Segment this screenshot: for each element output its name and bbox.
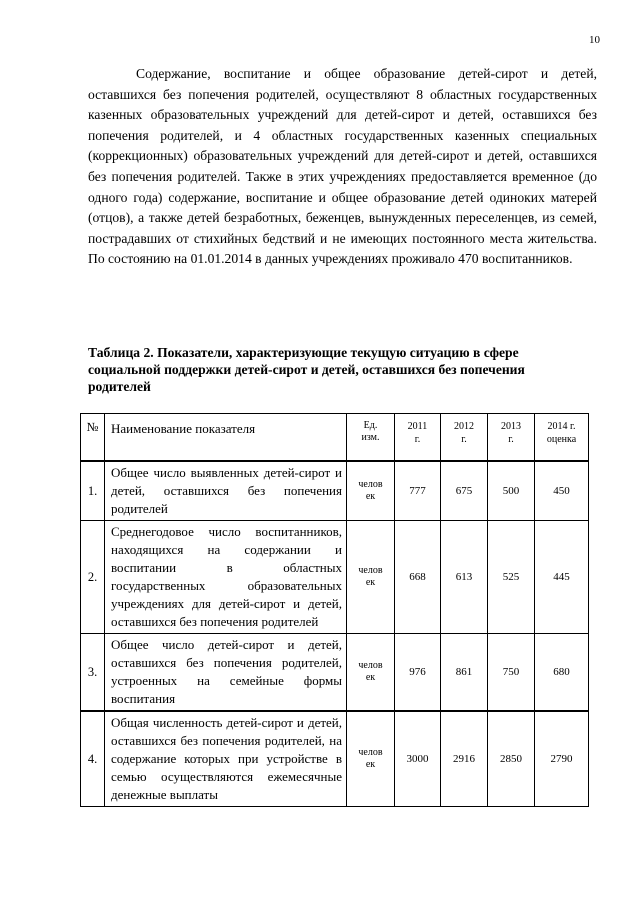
value-2013: 750 — [502, 666, 520, 678]
row-num: 3. — [81, 634, 105, 712]
row-value-2011 — [395, 634, 441, 712]
header-unit-line1: Ед. — [363, 420, 378, 431]
value-2012: 2916 — [453, 753, 475, 765]
row-value-2011 — [395, 461, 441, 521]
row-value-2013 — [488, 521, 535, 634]
value-2013: 500 — [502, 485, 520, 497]
row-value-2014 — [535, 461, 589, 521]
indicators-table — [80, 413, 589, 807]
row-num: 2. — [81, 521, 105, 634]
row-unit — [347, 461, 395, 521]
header-unit-line2: изм. — [361, 432, 380, 443]
table-row — [81, 634, 589, 712]
body-paragraph: Содержание, воспитание и общее образование детей-сирот и детей, оставшихся без попечения родителей, осуществляют 8 областных государственных казенных образовательных учреждений для детей-сирот и детей, оставшихся без попечения родителей, и 4 областных государственных казенных специальных (коррекционных) образовательных учреждений для детей-сирот и детей, оставшихся без попечения родителей. Также в этих учреждениях предоставляется временное (до одного года) содержание, воспитание и общее образование детей одиноких матерей (отцов), а также детей безработных, беженцев, вынужденных переселенцев, из семей, пострадавших от стихийных бедствий и не имеющих постоянного места жительства. По состоянию на 01.01.2014 в данных учреждениях проживало 470 воспитанников. — [88, 66, 597, 267]
row-name: Общее число детей-сирот и детей, оставшихся без попечения родителей, устроенных на семейные формы воспитания — [105, 634, 347, 712]
row-value-2013 — [488, 461, 535, 521]
row-value-2014 — [535, 711, 589, 807]
row-value-2014 — [535, 634, 589, 712]
row-value-2011 — [395, 711, 441, 807]
row-unit-line1: челов — [358, 565, 383, 576]
header-num: № — [81, 414, 105, 462]
page-number: 10 — [589, 34, 600, 46]
row-name: Среднегодовое число воспитанников, находящихся на содержании и воспитании в областных государственных образовательных учреждениях для детей-сирот и детей, оставшихся без попечения родителей — [105, 521, 347, 634]
header-2011-line1: 2011 — [407, 421, 428, 432]
table-row — [81, 711, 589, 807]
row-unit-line2: ек — [365, 577, 376, 588]
row-num: 1. — [81, 461, 105, 521]
row-value-2012 — [441, 521, 488, 634]
header-2013-line2: г. — [508, 434, 514, 445]
value-2011: 668 — [409, 571, 426, 583]
value-2012: 675 — [455, 485, 473, 497]
row-value-2013 — [488, 711, 535, 807]
row-value-2012 — [441, 634, 488, 712]
header-2012-line1: 2012 — [454, 421, 474, 432]
value-2014: 680 — [553, 666, 570, 678]
table-title: Таблица 2. Показатели, характеризующие текущую ситуацию в сфере социальной поддержки детей-сирот и детей, оставшихся без попечения родителей — [88, 345, 525, 394]
row-value-2012 — [441, 711, 488, 807]
header-2012-line2: г. — [461, 434, 467, 445]
header-name: Наименование показателя — [105, 414, 347, 462]
header-2013-line1: 2013 — [501, 421, 521, 432]
row-num: 4. — [81, 711, 105, 807]
value-2011: 976 — [409, 666, 426, 678]
value-2014: 2790 — [550, 753, 573, 765]
row-unit-line1: челов — [358, 479, 383, 490]
row-unit — [347, 521, 395, 634]
table-row — [81, 461, 589, 521]
header-2013 — [488, 414, 535, 462]
header-2011 — [395, 414, 441, 462]
value-2014: 450 — [553, 485, 570, 497]
row-unit-line1: челов — [358, 660, 383, 671]
value-2014: 445 — [553, 571, 570, 583]
value-2013: 525 — [502, 571, 520, 583]
row-unit — [347, 634, 395, 712]
row-unit — [347, 711, 395, 807]
value-2012: 861 — [455, 666, 473, 678]
header-2014 — [535, 414, 589, 462]
header-2014-line2: оценка — [546, 434, 577, 445]
value-2011: 3000 — [406, 753, 429, 765]
value-2011: 777 — [409, 485, 426, 497]
row-value-2012 — [441, 461, 488, 521]
row-unit-line2: ек — [365, 672, 376, 683]
value-2012: 613 — [455, 571, 473, 583]
row-value-2013 — [488, 634, 535, 712]
row-unit-line2: ек — [365, 759, 376, 770]
row-name: Общее число выявленных детей-сирот и детей, оставшихся без попечения родителей — [105, 461, 347, 521]
table-header-row — [81, 414, 589, 462]
value-2013: 2850 — [500, 753, 522, 765]
row-unit-line1: челов — [358, 747, 383, 758]
header-unit — [347, 414, 395, 462]
table-row — [81, 521, 589, 634]
row-name: Общая численность детей-сирот и детей, оставшихся без попечения родителей, на содержание которых при устройстве в семью осуществляются ежемесячные денежные выплаты — [105, 711, 347, 807]
row-unit-line2: ек — [365, 491, 376, 502]
row-value-2011 — [395, 521, 441, 634]
header-2011-line2: г. — [414, 434, 421, 445]
header-2012 — [441, 414, 488, 462]
row-value-2014 — [535, 521, 589, 634]
header-2014-line1: 2014 г. — [547, 421, 576, 432]
